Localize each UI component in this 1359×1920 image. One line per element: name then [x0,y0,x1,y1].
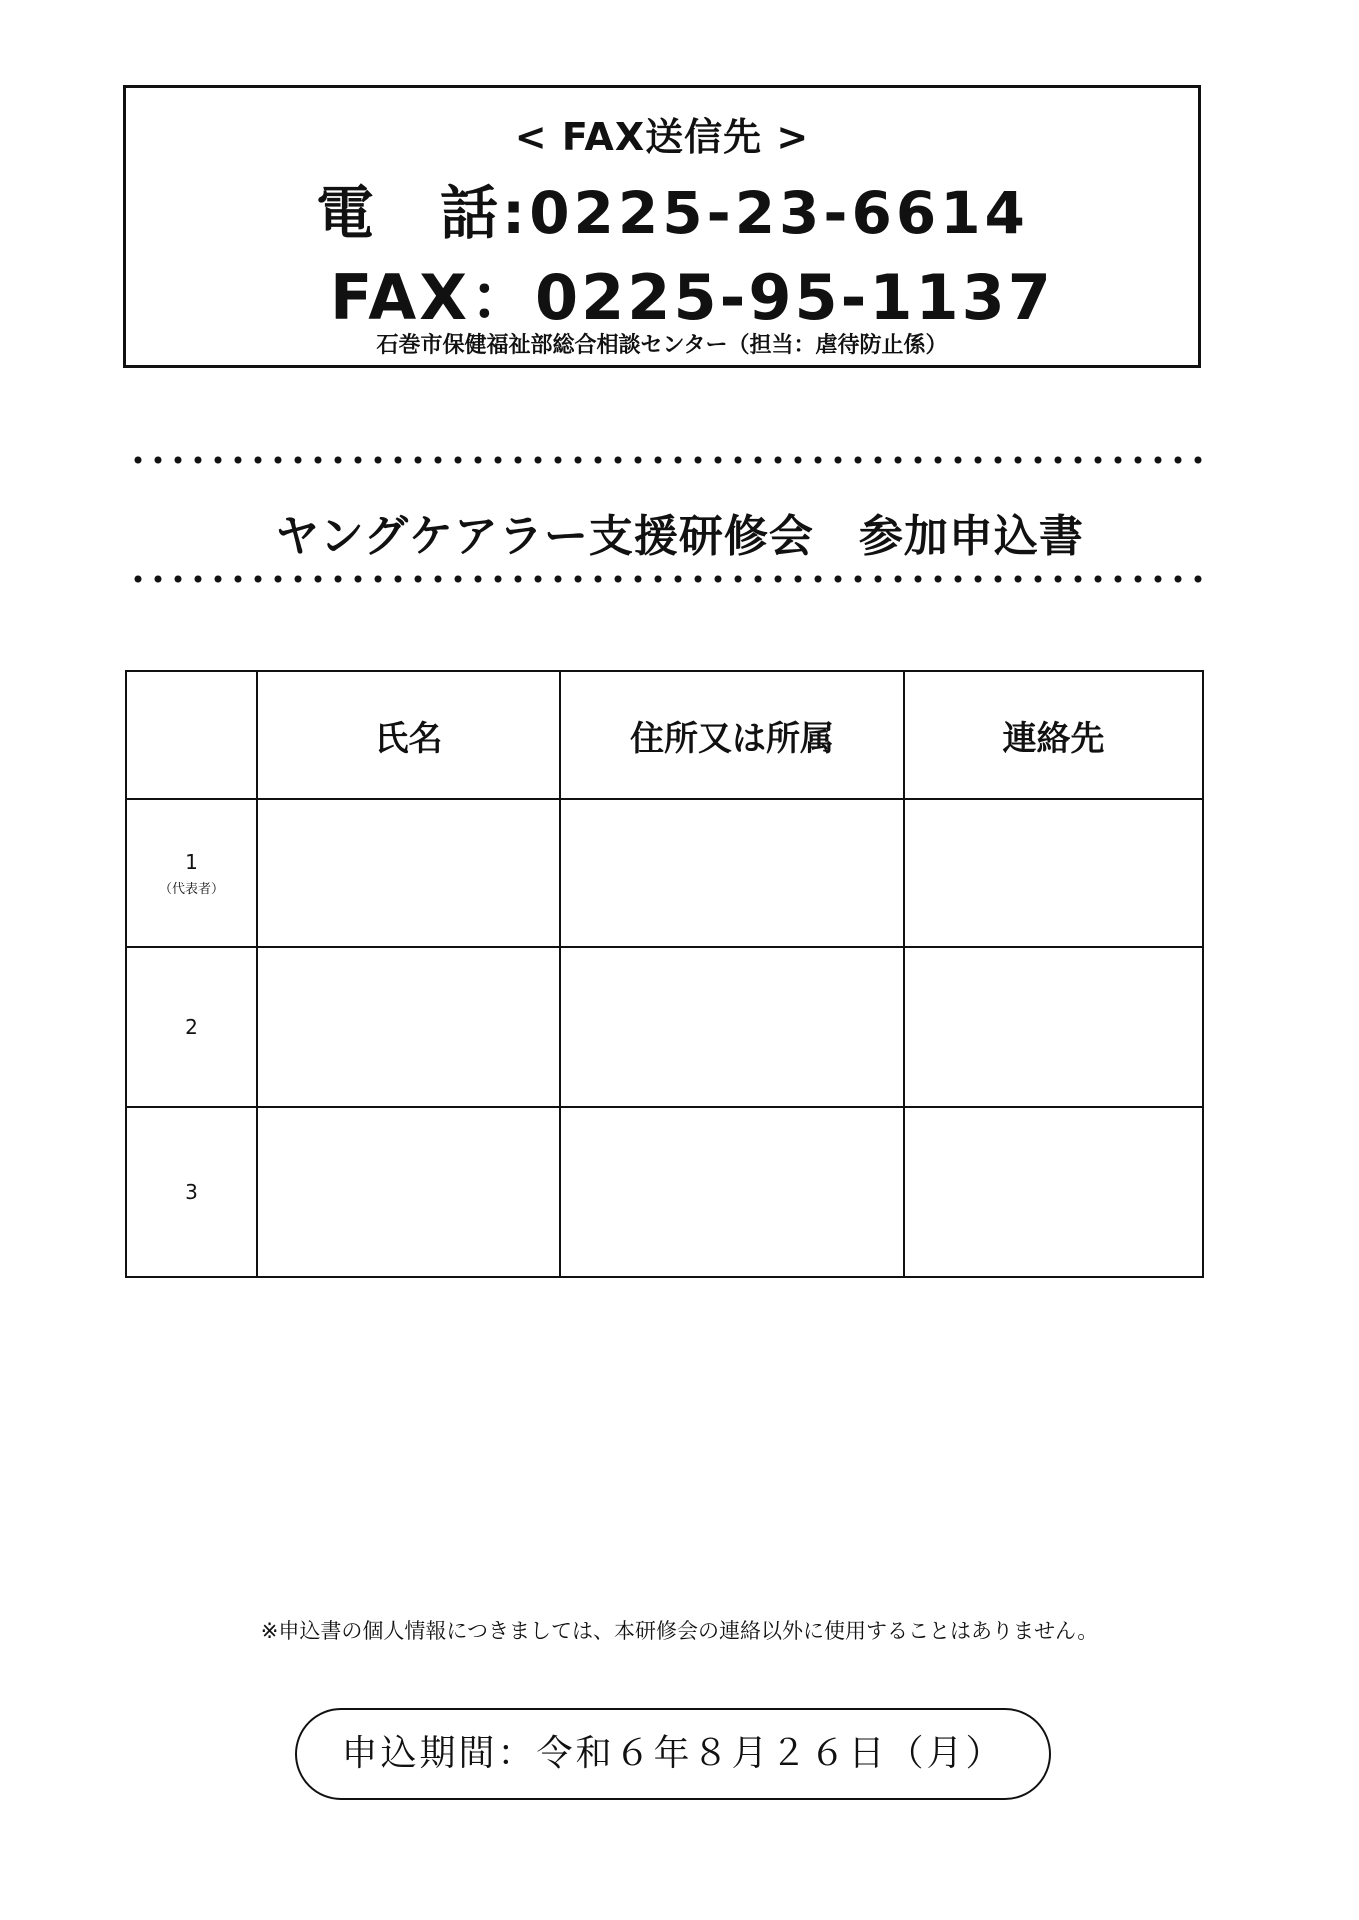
contact-cell[interactable] [904,799,1203,947]
name-cell[interactable] [257,1107,560,1277]
application-table [125,670,1204,1278]
address-cell[interactable] [560,1107,904,1277]
table-row [126,947,1203,1107]
dotted-divider-top [128,456,1208,464]
application-period: 申込期間：令和６年８月２６日（月） [295,1708,1051,1800]
address-cell[interactable] [560,947,904,1107]
fax-destination-box [123,85,1201,368]
privacy-note: ※申込書の個人情報につきましては、本研修会の連絡以外に使用することはありません。 [260,1619,1099,1643]
telephone-number: 電 話:0225-23-6614 [316,179,1029,247]
dotted-divider-bottom [128,575,1208,583]
table-header-row [126,671,1203,799]
name-cell[interactable] [257,799,560,947]
form-title: ヤングケアラー支援研修会 参加申込書 [275,511,1084,562]
row-number-cell [126,1107,257,1277]
row-number: 1 [185,849,198,874]
row-number: 2 [185,1015,198,1039]
row-number-cell [126,947,257,1107]
table-row [126,799,1203,947]
fax-number: FAX：0225-95-1137 [330,261,1054,334]
header-contact: 連絡先 [904,671,1203,799]
name-cell[interactable] [257,947,560,1107]
contact-cell[interactable] [904,947,1203,1107]
header-name: 氏名 [257,671,560,799]
row-number: 3 [185,1180,198,1204]
fax-destination-title: < FAX送信先 > [514,115,810,159]
address-cell[interactable] [560,799,904,947]
header-number-cell [126,671,257,799]
organization-name: 石巻市保健福祉部総合相談センター（担当：虐待防止係） [376,333,948,358]
contact-cell[interactable] [904,1107,1203,1277]
table-row [126,1107,1203,1277]
row-number-cell [126,799,257,947]
row-representative-label: （代表者） [158,881,224,897]
header-address: 住所又は所属 [560,671,904,799]
